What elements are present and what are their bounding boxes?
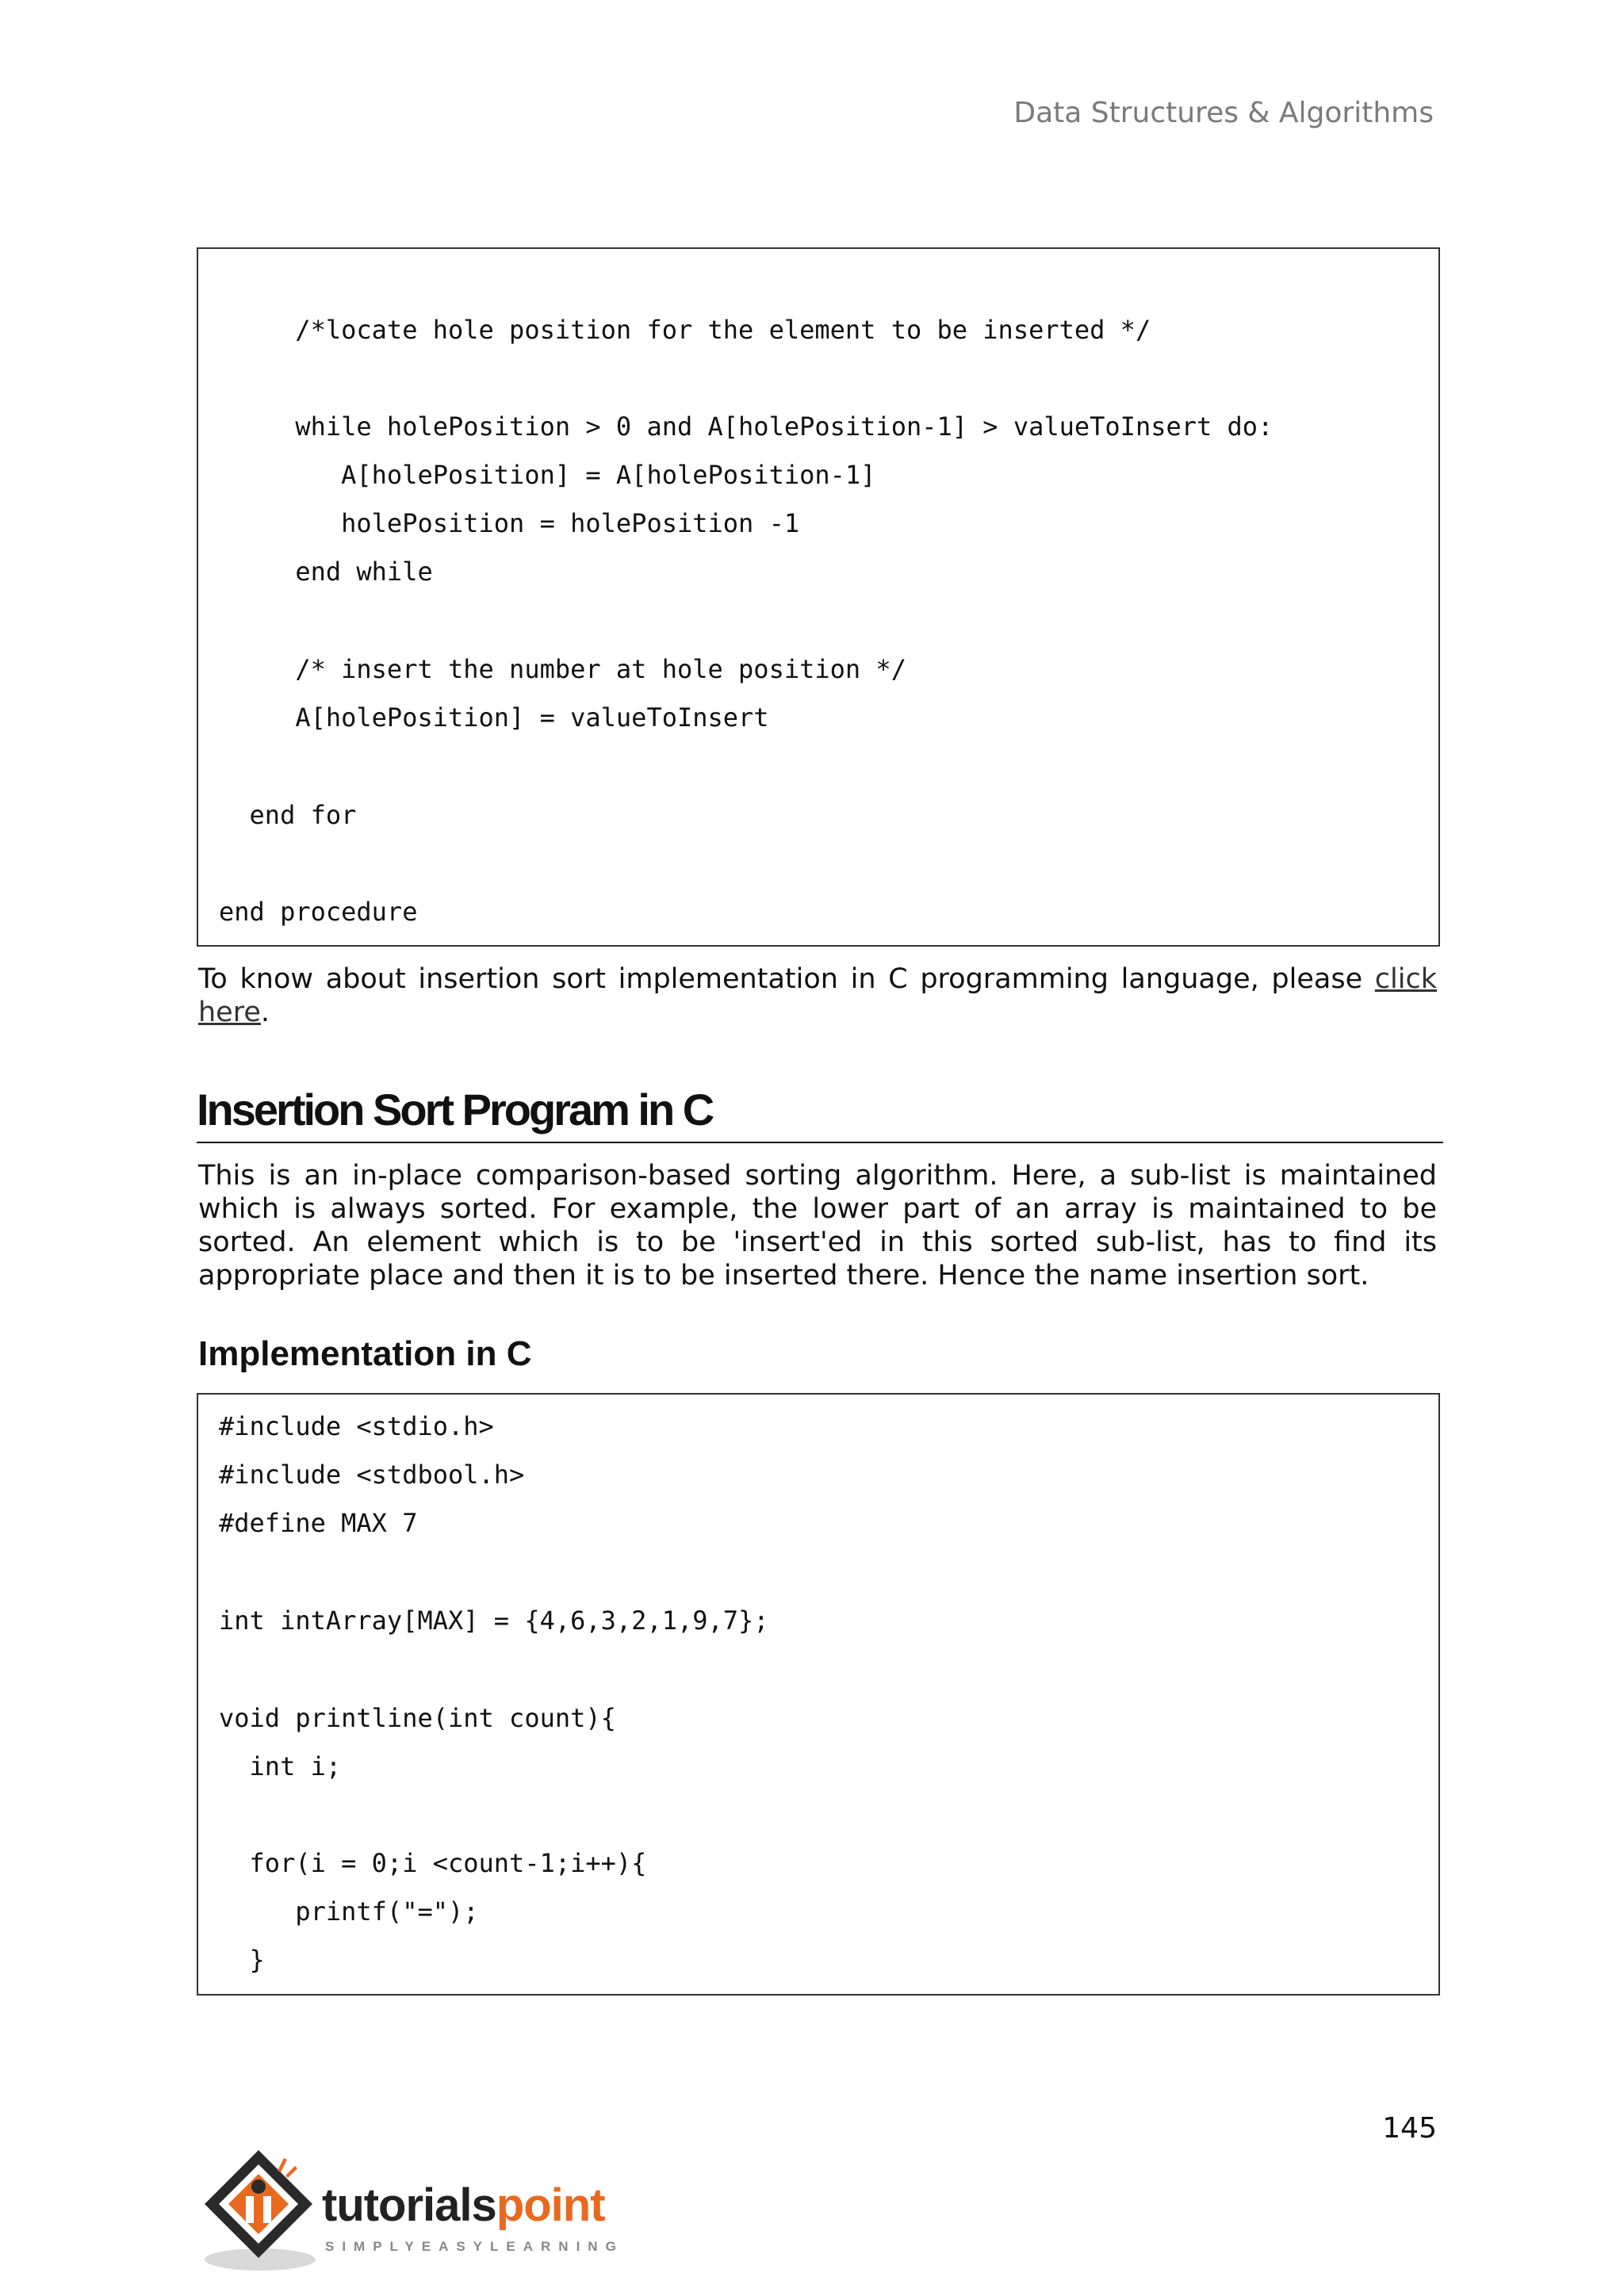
description-paragraph: This is an in-place comparison-based sorting algorithm. Here, a sub-list is maintained which is always sorted. For example, the lower part of an array is maintained to be sorted. An element which is to be 'insert'ed in this sorted sub-list, has to find its appropriate place and then it is to be inserted there. Hence the name insertion sort. xyxy=(198,1160,1437,1292)
code-line: A[holePosition] = valueToInsert xyxy=(219,702,769,733)
logo-wordmark xyxy=(322,2179,605,2232)
code-line: while holePosition > 0 and A[holePosition-1] > valueToInsert do: xyxy=(219,411,1274,442)
pseudocode-block xyxy=(197,247,1440,947)
logo-tagline: SIMPLYEASYLEARNING xyxy=(325,2239,624,2254)
code-line: A[holePosition] = A[holePosition-1] xyxy=(219,460,876,490)
code-line: void printline(int count){ xyxy=(219,1703,616,1733)
intro-end: . xyxy=(260,997,270,1028)
intro-paragraph xyxy=(198,962,1437,1029)
code-line: printf("="); xyxy=(219,1896,479,1927)
logo-emblem-icon xyxy=(195,2141,330,2280)
click-here-link[interactable]: click here xyxy=(198,963,1437,1028)
code-line: end procedure xyxy=(219,897,418,927)
running-header: Data Structures & Algorithms xyxy=(1013,97,1434,129)
code-line: int i; xyxy=(219,1751,342,1781)
logo-word-tutorials: tutorials xyxy=(322,2179,496,2231)
implementation-heading: Implementation in C xyxy=(198,1334,532,1373)
c-code-block xyxy=(197,1393,1440,1996)
section-heading: Insertion Sort Program in C xyxy=(197,1080,1443,1143)
code-line: /* insert the number at hole position */ xyxy=(219,654,906,684)
code-line: /*locate hole position for the element to be inserted */ xyxy=(219,315,1151,345)
page-number: 145 xyxy=(1382,2112,1437,2145)
code-line: #include <stdio.h> xyxy=(219,1411,494,1441)
code-line: holePosition = holePosition -1 xyxy=(219,508,800,538)
code-line: int intArray[MAX] = {4,6,3,2,1,9,7}; xyxy=(219,1605,769,1636)
code-line: } xyxy=(219,1945,265,1975)
code-line: #define MAX 7 xyxy=(219,1508,418,1538)
code-line: #include <stdbool.h> xyxy=(219,1460,525,1490)
code-line: end for xyxy=(219,800,357,830)
intro-text: To know about insertion sort implementation in C programming language, please xyxy=(198,963,1375,995)
tutorialspoint-logo xyxy=(195,2141,639,2280)
logo-word-point: point xyxy=(496,2179,605,2231)
code-line: end while xyxy=(219,557,433,587)
code-line: for(i = 0;i <count-1;i++){ xyxy=(219,1848,647,1878)
